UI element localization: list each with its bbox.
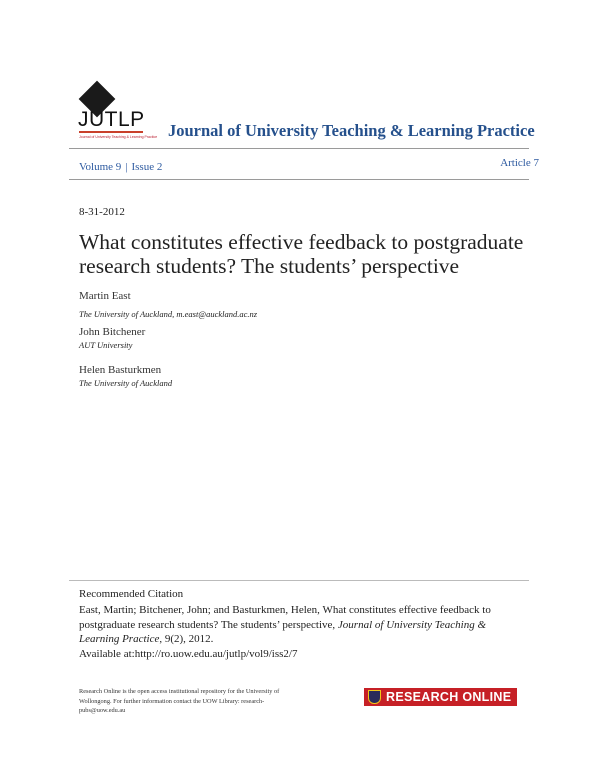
breadcrumb-separator: | xyxy=(125,161,128,173)
journal-title-link[interactable]: Journal of University Teaching & Learning Practice xyxy=(168,121,535,140)
citation-body: East, Martin; Bitchener, John; and Basturkmen, Helen, What constitutes effective feedback to postgraduate research students? The students’ perspective, xyxy=(79,604,491,631)
citation-journal: Journal of University Teaching & Learning Practice xyxy=(79,618,487,645)
logo-subtitle: Journal of University Teaching & Learning Practice xyxy=(79,135,158,139)
recommended-citation-heading: Recommended Citation xyxy=(79,588,184,600)
citation-divider xyxy=(69,580,529,581)
author-name-link[interactable]: Helen Basturkmen xyxy=(79,364,162,376)
divider-top xyxy=(69,148,529,149)
issue-breadcrumb xyxy=(79,157,162,175)
author-block xyxy=(79,364,172,388)
available-at-label: Available at: xyxy=(79,647,135,660)
jutlp-logo: JUTLP xyxy=(78,108,145,131)
issue-link[interactable]: Issue 2 xyxy=(131,161,163,173)
research-online-label: RESEARCH ONLINE xyxy=(386,690,512,704)
research-online-badge[interactable] xyxy=(364,688,517,706)
repository-footer-note: Research Online is the open access institutional repository for the University of Wollongong. For further information contact the UOW Library: research-pubs@uow.edu.au xyxy=(79,688,280,714)
author-affiliation: The University of Auckland xyxy=(79,309,173,319)
uow-shield-icon xyxy=(368,690,381,704)
volume-link[interactable]: Volume 9 xyxy=(79,161,122,173)
divider-bottom xyxy=(69,179,529,180)
article-title: What constitutes effective feedback to postgraduate research students? The students’ perspective xyxy=(79,230,524,278)
citation-url-link[interactable]: http://ro.uow.edu.au/jutlp/vol9/iss2/7 xyxy=(134,647,298,660)
author-name-link[interactable]: John Bitchener xyxy=(79,326,146,338)
logo-underline xyxy=(79,131,143,133)
author-email[interactable]: , m.east@auckland.ac.nz xyxy=(172,309,258,319)
author-block xyxy=(79,326,145,350)
citation-volume: , 9(2), 2012. xyxy=(159,633,214,645)
author-name-link[interactable]: Martin East xyxy=(79,290,131,302)
article-number-link[interactable]: Article 7 xyxy=(500,157,539,169)
author-affiliation: The University of Auckland xyxy=(79,378,173,388)
publication-date: 8-31-2012 xyxy=(79,206,125,218)
author-affiliation: AUT University xyxy=(79,340,133,350)
author-block xyxy=(79,290,257,322)
citation-text xyxy=(79,603,524,661)
